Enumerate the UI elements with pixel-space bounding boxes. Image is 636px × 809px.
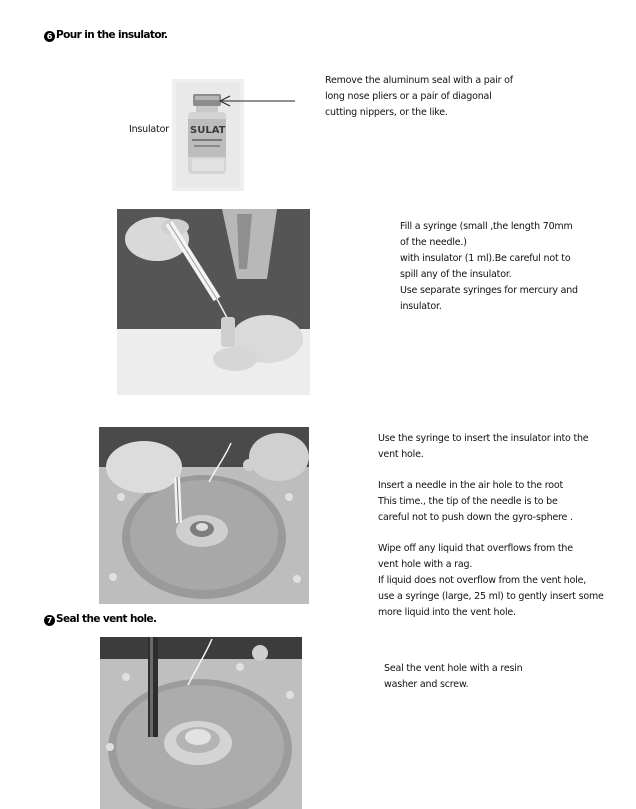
step-7-title: Seal the vent hole. [56,613,157,625]
text-line: spill any of the insulator. [400,269,512,280]
text-line: Wipe off any liquid that overflows from the [378,543,573,554]
insert-insulator-instruction [378,431,604,621]
syringe-fill-instruction [400,219,578,315]
text-line: use a syringe (large, 25 ml) to gently insert some [378,591,604,602]
text-line: If liquid does not overflow from the vent hole, [378,575,587,586]
text-line: long nose pliers or a pair of diagonal [325,91,492,102]
text-line: washer and screw. [384,679,469,690]
text-line: careful not to push down the gyro-sphere . [378,512,573,523]
text-line: with insulator (1 ml).Be careful not to [400,253,571,264]
text-line: vent hole with a rag. [378,559,473,570]
text-line: Insert a needle in the air hole to the root [378,480,563,491]
text-line: Use the syringe to insert the insulator into the [378,433,589,444]
text-line: Remove the aluminum seal with a pair of [325,75,513,86]
text-line: This time., the tip of the needle is to be [378,496,558,507]
step-6-title: Pour in the insulator. [56,29,168,41]
text-line: cutting nippers, or the like. [325,107,448,118]
insert-insulator-photo [99,427,309,604]
step-7-number: 7 [44,615,55,626]
seal-vent-hole-photo [100,637,302,809]
insulator-callout-label: Insulator [129,124,169,135]
vial-label-text: SULAT [190,125,226,136]
text-line: more liquid into the vent hole. [378,607,516,618]
aluminum-seal-instruction [325,73,513,121]
text-line: Fill a syringe (small ,the length 70mm [400,221,573,232]
step-6-heading [44,29,167,42]
text-line: vent hole. [378,449,424,460]
seal-vent-hole-instruction [384,661,523,693]
callout-arrow-icon [210,94,300,108]
step-7-heading [44,613,156,626]
text-line: insulator. [400,301,442,312]
text-line: of the needle.) [400,237,467,248]
text-line: Seal the vent hole with a resin [384,663,523,674]
text-line: Use separate syringes for mercury and [400,285,578,296]
step-6-number: 6 [44,31,55,42]
syringe-fill-photo [117,209,310,395]
